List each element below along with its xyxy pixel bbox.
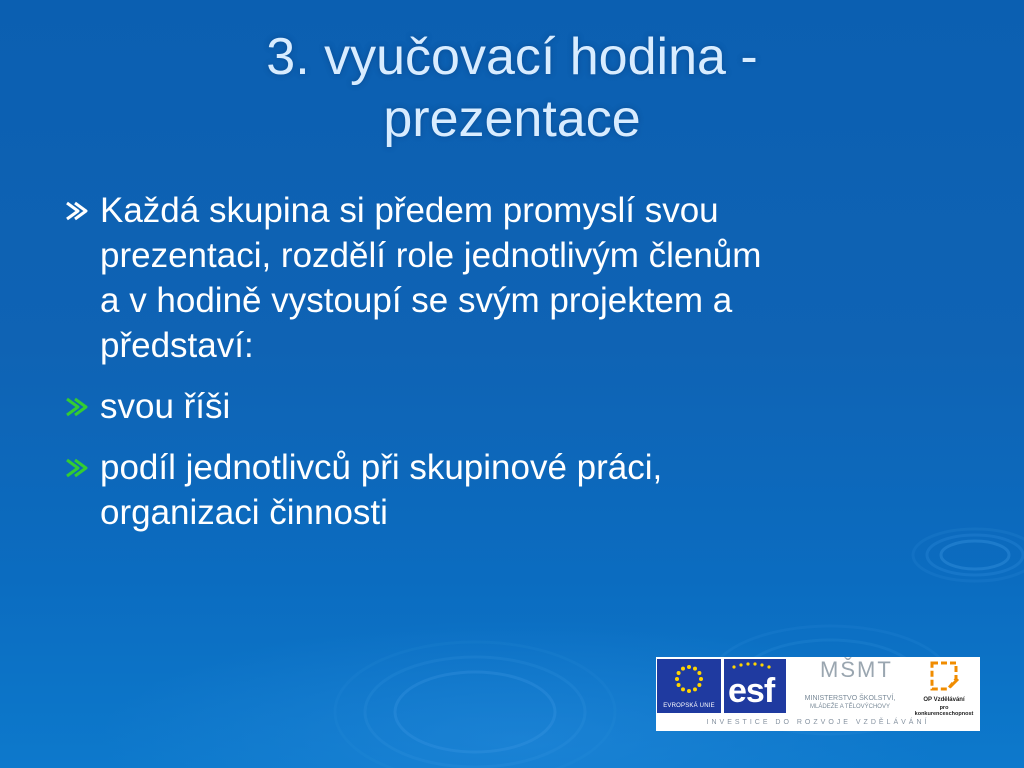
- esf-text: esf: [728, 672, 775, 710]
- slide-title: [0, 26, 1024, 150]
- funding-logo-bar: [656, 657, 980, 731]
- eu-flag-icon: [657, 659, 721, 713]
- bullet-text-line: a v hodině vystoupí se svým projektem a: [100, 281, 733, 320]
- op-vk-logo-icon: [910, 657, 978, 715]
- bullet-text-line: představí:: [100, 326, 254, 365]
- bullet-text-line: svou říši: [100, 387, 231, 426]
- msmt-logo-icon: [790, 657, 906, 713]
- eu-caption: EVROPSKÁ UNIE: [663, 703, 715, 709]
- msmt-name-line: MINISTERSTVO ŠKOLSTVÍ,: [804, 695, 896, 702]
- bullet-list: [62, 188, 982, 551]
- bullet-item: [62, 384, 982, 429]
- arrow-bullet-icon: [64, 457, 90, 479]
- esf-logo-icon: [724, 659, 786, 713]
- bullet-text-line: podíl jednotlivců při skupinové práci,: [100, 448, 663, 487]
- msmt-name-line: MLÁDEŽE A TĚLOVÝCHOVY: [810, 704, 890, 710]
- slide-title-line: 3. vyučovací hodina -: [266, 28, 758, 86]
- bullet-text-line: prezentaci, rozdělí role jednotlivým členům: [100, 236, 762, 275]
- msmt-mark: MŠMT: [820, 657, 893, 682]
- arrow-bullet-icon: [64, 396, 90, 418]
- bullet-text-line: organizaci činnosti: [100, 493, 388, 532]
- investice-caption: INVESTICE DO ROZVOJE VZDĚLÁVÁNÍ: [706, 719, 930, 726]
- bullet-item: [62, 445, 982, 535]
- arrow-bullet-icon: [64, 200, 90, 222]
- bullet-item: [62, 188, 982, 368]
- op-name-line: pro konkurenceschopnost: [914, 705, 974, 717]
- bullet-text-line: Každá skupina si předem promyslí svou: [100, 191, 719, 230]
- op-name-line: OP Vzdělávání: [923, 697, 965, 703]
- slide-title-line: prezentace: [383, 90, 641, 148]
